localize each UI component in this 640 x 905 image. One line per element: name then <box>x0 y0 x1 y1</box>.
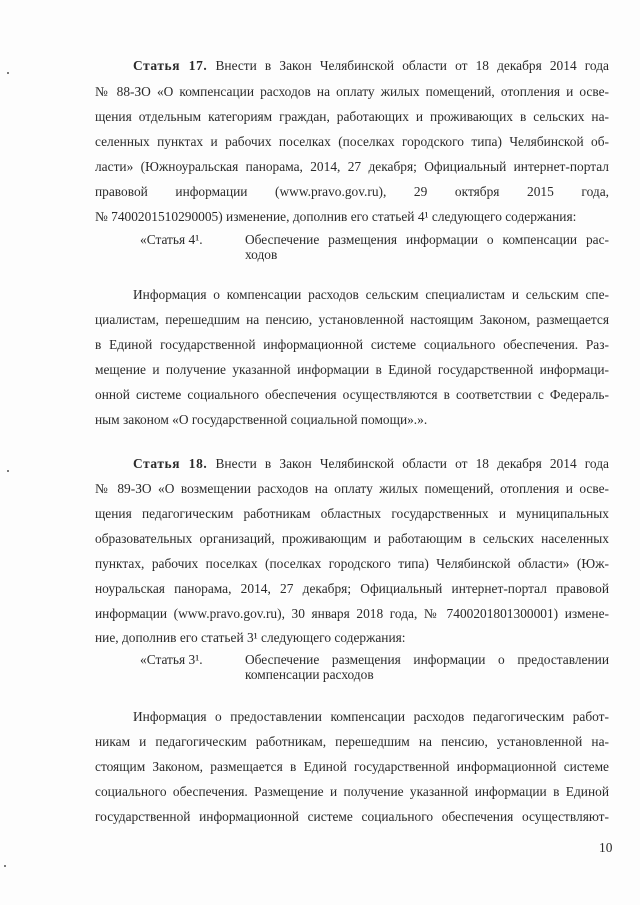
article-17-first-line <box>133 58 609 74</box>
article-17-text-line: щения отдельным категориям граждан, работающих и проживающих в сельских на- <box>95 109 609 124</box>
article-18-text-line: ние, дополнив его статьей 3¹ следующего содержания: <box>95 630 406 645</box>
article-17-text-line: правовой информации (www.pravo.gov.ru), 29 октября 2015 года, <box>95 184 609 199</box>
article-17-body-line: онной системе социального обеспечения осуществляются в соответствии с Федераль- <box>95 387 609 402</box>
new-article-3-1-title-line: Обеспечение размещения информации о предоставлении <box>245 652 609 667</box>
scan-speck <box>7 470 9 472</box>
page-number: 10 <box>599 840 613 855</box>
article-17-body-line: в Единой государственной информационной системе социального обеспечения. Раз- <box>95 337 609 352</box>
article-17-body-line: циалистам, перешедшим на пенсию, установленной настоящим Законом, размещается <box>95 312 609 327</box>
article-17-intro: Внести в Закон Челябинской области от 18 декабря 2014 года <box>215 58 609 73</box>
new-article-4-1-title-line: ходов <box>245 247 278 262</box>
article-18-text-line: информации (www.pravo.gov.ru), 30 января 2018 года, № 7400201801300001) измене- <box>95 606 609 621</box>
scan-speck <box>7 72 9 74</box>
scan-speck <box>4 865 6 867</box>
article-18-body-line: никам и педагогическим работникам, перешедшим на пенсию, установленной на- <box>95 734 609 749</box>
new-article-3-1-number: «Статья 3¹. <box>140 652 203 667</box>
article-17-text-line: ласти» (Южноуральская панорама, 2014, 27 декабря; Официальный интернет-портал <box>95 159 609 174</box>
article-17-text-line: № 88-ЗО «О компенсации расходов на оплату жилых помещений, отопления и осве- <box>95 84 609 99</box>
article-18-label: Статья 18. <box>133 456 208 471</box>
article-17-label: Статья 17. <box>133 58 208 73</box>
new-article-3-1-title-line: компенсации расходов <box>245 667 374 682</box>
article-18-text-line: № 89-ЗО «О возмещении расходов на оплату жилых помещений, отопления и осве- <box>95 481 609 496</box>
article-17-body-line: ным законом «О государственной социальной помощи».». <box>95 412 428 427</box>
article-18-body-line: социального обеспечения. Размещение и получение указанной информации в Единой <box>95 784 609 799</box>
article-17-body-line: мещение и получение указанной информации в Единой государственной информаци- <box>95 362 609 377</box>
article-18-text-line: пунктах, рабочих поселках (поселках городского типа) Челябинской области» (Юж- <box>95 556 609 571</box>
article-18-body-line: стоящим Законом, размещается в Единой государственной информационной системе <box>95 759 609 774</box>
new-article-4-1-number: «Статья 4¹. <box>140 232 203 247</box>
article-17-text-line: селенных пунктах и рабочих поселках (поселках городского типа) Челябинской об- <box>95 134 609 149</box>
article-18-body-line: Информация о предоставлении компенсации расходов педагогическим работ- <box>133 709 609 724</box>
article-18-text-line: образовательных организаций, проживающим и работающим в сельских населенных <box>95 531 609 546</box>
article-18-text-line: ноуральская панорама, 2014, 27 декабря; Официальный интернет-портал правовой <box>95 581 609 596</box>
article-18-text-line: щения педагогическим работникам областных государственных и муниципальных <box>95 506 609 521</box>
article-17-text-line: № 7400201510290005) изменение, дополнив его статьей 4¹ следующего содержания: <box>95 209 577 224</box>
article-18-intro: Внести в Закон Челябинской области от 18 декабря 2014 года <box>215 456 609 471</box>
new-article-4-1-title-line: Обеспечение размещения информации о компенсации рас- <box>245 232 609 247</box>
article-18-first-line <box>133 456 609 472</box>
article-17-body-line: Информация о компенсации расходов сельским специалистам и сельским спе- <box>133 287 609 302</box>
article-18-body-line: государственной информационной системе социального обеспечения осуществляют- <box>95 809 609 824</box>
